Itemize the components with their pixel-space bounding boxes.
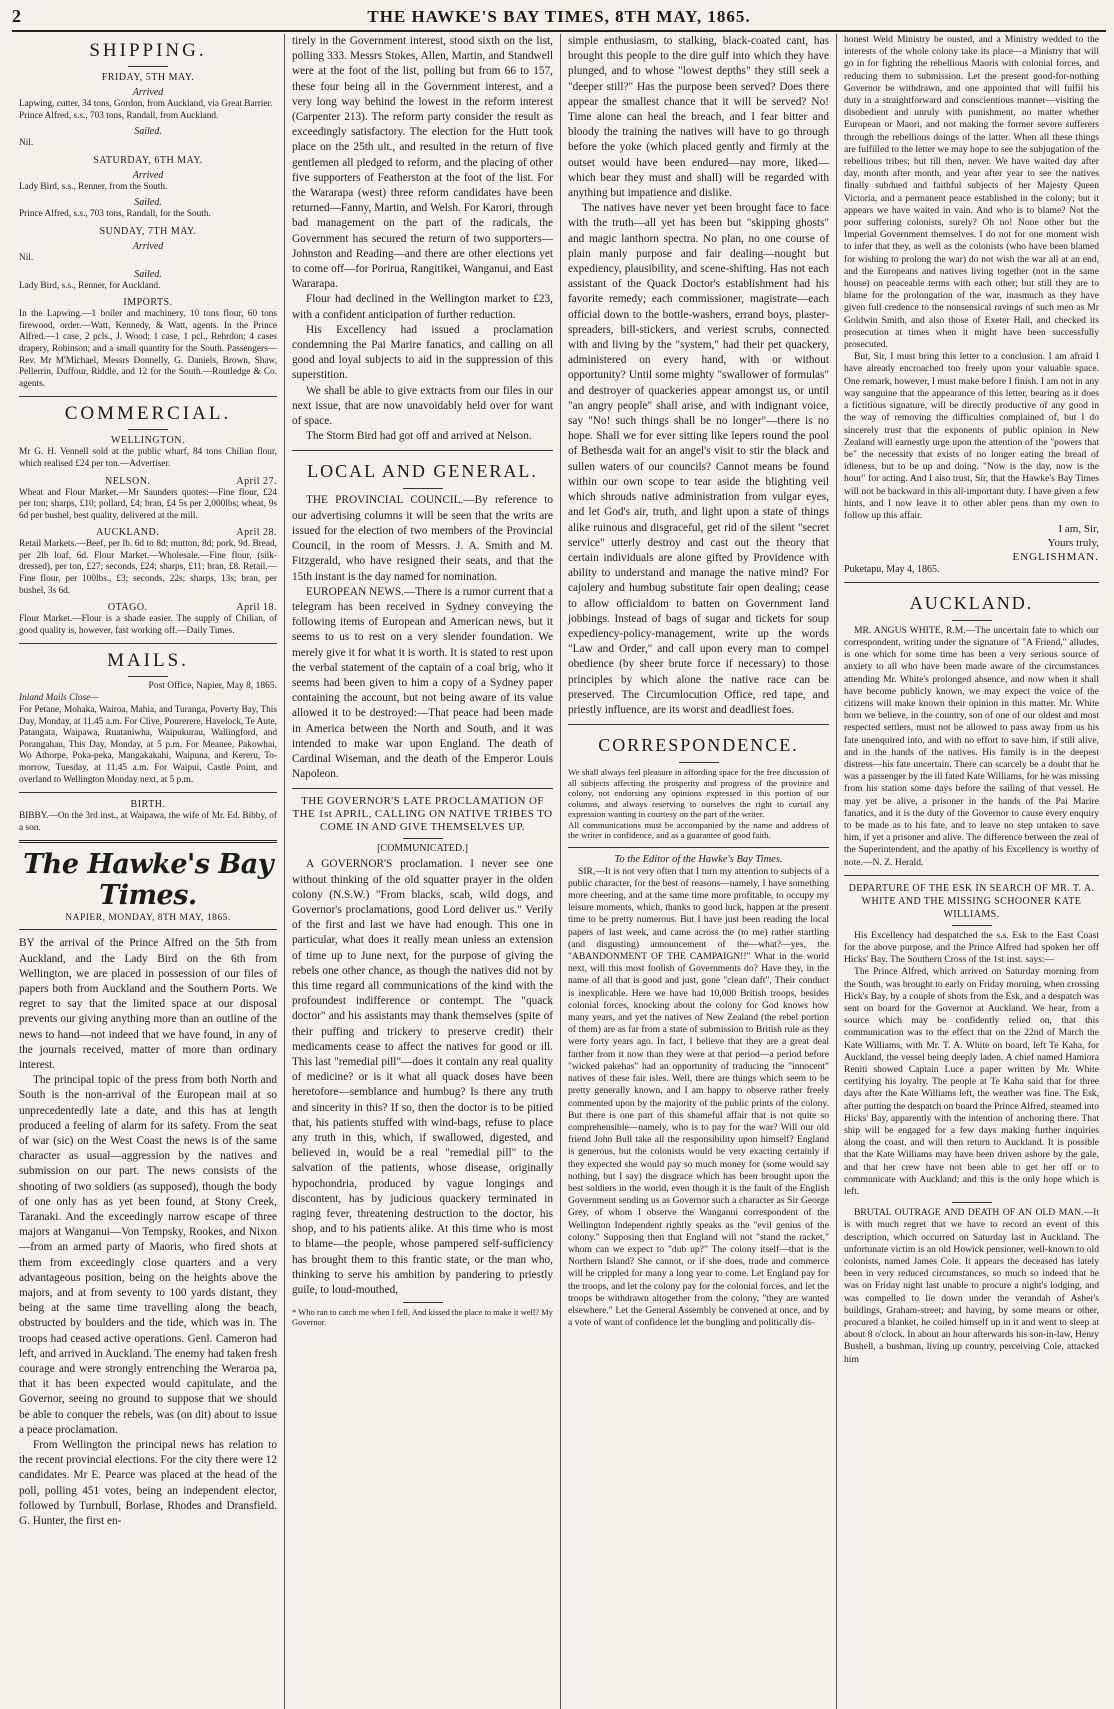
shipping-nil: Nil. bbox=[19, 138, 34, 149]
page-number: 2 bbox=[12, 6, 21, 26]
local-item: EUROPEAN NEWS.—There is a rumor current that a telegram has been received in Sydney conveying the following items of European and American news, but it seems to us to rest on a very slender foundation. We merely give it for what it is worth. It is stated to rest upon the verbal statement of the captain of a coal brig, who it seems had been given to him a copy of a Sydney paper containing the account, but not being aware of its value allowed it to be destroyed:—That peace had been made in America between the North and South, and it was intended to make war upon England. The death of Cardinal Wiseman, and the death of the Emperor Louis Napoleon. bbox=[292, 585, 553, 781]
article-continued: simple enthusiasm, to stalking, black-coated cant, has brought this people to the dire gulf into which they have plunged, and to whose "lowest depths" they still seek a "deeper still?" Has the purpose been served? Does there appear the smallest chance that it will be served? No! Time alone can heal the breach, and I fear bitter and bloody the training the natives will have to go through before the yoke (which placed gently and firmly at the outset would have been endured—nay more, liked—which bear they must and shall) will be regarded with anything but impatience and dislike. bbox=[568, 35, 829, 200]
shipping-heading: SHIPPING. bbox=[89, 40, 207, 61]
letter-closing: Yours truly, bbox=[1047, 537, 1099, 550]
letter-signature: ENGLISHMAN. bbox=[1012, 551, 1099, 564]
column-1 bbox=[12, 34, 285, 1709]
sailed-label: Sailed. bbox=[134, 197, 162, 209]
arrived-label: Arrived bbox=[132, 87, 164, 98]
shipping-nil: Nil. bbox=[19, 252, 34, 263]
shipping-sailing: Prince Alfred, s.s., 703 tons, Randall, for the South. bbox=[19, 209, 211, 220]
dateline: NAPIER, MONDAY, 8TH MAY, 1865. bbox=[65, 913, 231, 924]
leader-paragraph: His Excellency had issued a proclamation condemning the Pai Marire fanatics, and calling on all good and loyal subjects to aid in the suppression of this superstition. bbox=[292, 323, 553, 382]
leader-paragraph: The principal topic of the press from both North and South is the non-arrival of the European mail at so unprecedentedly late a date, and this has at length produced a feeling of alarm for its safety. From the seat of war (sic) on the West Coast the news is of the same character as usual—aggression by the natives and submission on our part. The news consists of the shooting of two soldiers (as supposed), though the body of one only has as yet been found, at Stony Creek, Taranaki. And the exceedingly narrow escape of three majors at Wanganui—Von Tempsky, Rookes, and Nixon—from an armed party of Maoris, who fired shots at them from exceedingly close quarters and a very advantageous position, being on the heights above the majors, and at from seventy to 100 yards distant, they being at the same time travelling along the beach, obstructed by boulders and the tide, which was in. The troops had ceased active operations. Genl. Cameron had left, and arrived in Auckland. The enemy had taken fresh courage and were strongly entrenching the Weraroa pa, that it has been expected would capitulate, and the Governor, seeing no ground to suppose that we should be able to conquer the rebels, was (on dit) about to issue a peace proclamation. bbox=[19, 1074, 277, 1436]
market-report: Wheat and Flour Market.—Mr Saunders quotes:—Fine flour, £24 per ton; sharps, £10; pollard, £4; bran, £4 5s per 2,000lbs; wheat, 9s 6d per bushel, best quality, delivered at the mill. bbox=[19, 487, 277, 521]
market-report: Retail Markets.—Beef, per lb. 6d to 8d; mutton, 8d; pork, 9d. Bread, per 2lb loaf, 6d. Flour Market.—Wholesale.—Fine flour, (silk-dressed), per ton, £27; seconds, £24; sharps, £11; bran, £8. Retail.—Fine flour, per 100lbs., £3; seconds, 22s; sharps, 13s; bran, per bushel, 3s 6d. bbox=[19, 539, 277, 596]
market-heading: OTAGO. April 18. bbox=[107, 602, 277, 614]
nameplate: The Hawke's Bay Times. bbox=[23, 849, 273, 912]
arrived-label: Arrived bbox=[132, 240, 164, 252]
esk-heading: DEPARTURE OF THE ESK IN SEARCH OF MR. T. A. WHITE AND THE MISSING SCHOONER KATE WILLIAMS. bbox=[848, 882, 1095, 920]
leader-paragraph: We shall be able to give extracts from our files in our next issue, that are now unavoidably held over for want of space. bbox=[292, 384, 553, 428]
market-report: Flour Market.—Flour is a shade easier. The supply of Chilian, of good quality is, however, fast working off.—Daily Times. bbox=[19, 614, 277, 636]
correspondence-heading: CORRESPONDENCE. bbox=[598, 735, 799, 756]
market-heading: AUCKLAND. April 28. bbox=[96, 527, 277, 539]
column-2 bbox=[285, 34, 561, 1709]
article-body: A GOVERNOR'S proclamation. I never see one without thinking of the old squatter prayer in the olden colony (N.S.W.) "From blacks, scab, wild dogs, and Governor's proclamations, good Lord deliver us." Verily of the first and last we have had enough. This one in particular, what does it really mean unless an extension of time up to June next, for the purpose of giving the rebels one other chance, as though the natives did not by this time regard all communications of the kind with the profoundest indifference or contempt. The "quack doctor" and his assistants may thank themselves (spite of their puffing and trickery to preserve credit) their medicaments cease to affect the natives for good or ill. This last "remedial pill"—does it contain any real quality of medicine? or is it what all quack doses have been heretofore—semblance and humbug? Is there any truth and sincerity in this? If so, then the doctor is to be pitied that, his patients stuffed with wind-bags, refuse to place any truth in this, which, if swallowed, digested, and believed in, would be a real "remedial pill" to the salvation of the patients, whose disease, originally hypochondria, produced by vague longings and discontent, has by judicious quackery terminated in raging fever, threatening destruction to the doctor, his shop, and to his patients alike. At this time who is most to blame—the people, whose pampered self-sufficiency has brought them to this frantic state, or the man who, thinking to serve his ambition by pandering to priestly guile, to loud-mouthed, bbox=[292, 858, 553, 1297]
shipping-arrival: Lady Bird, s.s., Renner, from the South. bbox=[19, 181, 168, 192]
shipping-arrival: Prince Alfred, s.s., 703 tons, Randall, from Auckland. bbox=[19, 110, 219, 121]
leader-paragraph: Flour had declined in the Wellington market to £23, with a confident anticipation of further reduction. bbox=[292, 293, 553, 321]
columns bbox=[12, 34, 1106, 1709]
shipping-saturday: SATURDAY, 6TH MAY. bbox=[93, 154, 203, 166]
shipping-friday: FRIDAY, 5TH MAY. bbox=[101, 72, 195, 83]
editor-notice: We shall always feel pleasure in affording space for the free discussion of all subjects affecting the prosperity and progress of the province and colony, not endorsing any opinions expressed in this portion of our columns, and always reserving to ourselves the right to curtail any expression wanting in courtesy on the part of the writer. bbox=[568, 767, 829, 820]
footnote: * Who ran to catch me when I fell, And kissed the place to make it well? My Governor. bbox=[292, 1307, 553, 1328]
commercial-heading: COMMERCIAL. bbox=[64, 403, 232, 425]
shipping-sailing: Lady Bird, s.s., Renner, for Auckland. bbox=[19, 280, 161, 291]
leader-continued: tirely in the Government interest, stood sixth on the list, polling 333. Messrs Stokes, Allen, Martin, and Standwell were at the foot of the list, polling but from 66 to 157, these four being all in the Government interest, and a very long way behind the lowest in the reform interest (Carpenter 213). The reform party consider the result as exceedingly satisfactory. The election for the Hutt took place on the 25th ult., and resulted in the return of five gentlemen all pledged to reform, and the placing of other five supporters of Featherston at the foot of the list. For the Wararapa (west) three reform candidates have been returned—Fanny, Martin, and Welsh. For Karori, through bad management on the part of the radicals, the Government has secured the return of two supporters—Johnston and Reading—and there are other elections yet to come off—for Porirua, Rangitikei, Wanganui, and East Wararapa. bbox=[292, 35, 553, 291]
article-body: The natives have never yet been brought face to face with the truth—all yet has been but "skipping ghosts" and magic lanthorn spectra. No plan, no one course of plain manly purpose and fair dealing—nought but expediency, plausibility, and scene-shifting. Has not each assistant of the Quack Doctor's establishment had his favorite remedy; each commissioner, magistrate—each official down to the bottle-washers, errand boys, plaster-spreaders, bill-stickers, and veriest scrubs, connected with and living by the "system," had their pet quackery, administered on every hand, with or without opportunity? Until some mighty "swallower of formulas" and destroyer of quackeries appear amongst us, or until "an angry people" shall arise, and with indignant voice, say "No! such things shall be no longer"—there is no hope. Shall we for ever sitting like lepers round the pool of Bethesda wait for an angel's visit to stir the black and sullen waters of our councils? Cannot means be found within our own scope to tear aside the blighting veil which shrouds native administration from vulgar eyes, and let God's air, truth, and light upon a state of things alike ruinous and disgraceful, get rid of the silent "secret service" utterly destroy and cast out the theory that certain individuals are alone gifted by Providence with ability to understand and manage the native mind? For cajolery and humbug substitute fair open dealing; cease to allow officialdom to batten on Government land jobbings. Instead of bags of sugar and tickets for soup expediency-policy-management, write up the words "Law and Order," and call upon every man to compel obedience (by sheer brute force if necessary) to those principles by which alone the native race can be preserved. The Circumlocution Office, red tape, and priestly influence, are its worst and deadliest foes. bbox=[568, 202, 829, 716]
post-office-line: Post Office, Napier, May 8, 1865. bbox=[148, 681, 277, 692]
leader-paragraph: BY the arrival of the Prince Alfred on the 5th from Auckland, and the Lady Bird on the 6th from Wellington, we are placed in possession of our files of papers both from Auckland and the Southern Ports. We regret to say that the limited space at our disposal prevents our giving anything more than an outline of the news to hand—not indeed that we have found, in any of the journals received, matter of more than ordinary interest. bbox=[19, 937, 277, 1071]
market-report: Mr G. H. Vennell sold at the public wharf, 84 tons Chilian flour, which realised £24 per ton.—Advertiser. bbox=[19, 447, 277, 469]
auckland-heading: AUCKLAND. bbox=[909, 592, 1034, 613]
running-head: THE HAWKE'S BAY TIMES, 8TH MAY, 1865. bbox=[367, 7, 751, 26]
mails-heading: MAILS. bbox=[107, 650, 189, 672]
column-4 bbox=[837, 34, 1106, 1709]
letter-body: SIR,—It is not very often that I turn my attention to subjects of a public character, for the best of reasons—namely, I have something more cheering, and at the same time more profitable, to occupy my leisure moments, which, thanks to good luck, happen at the present time to be pretty numerous. But I have just been reading the local papers of last week, and came across the (to me) rather startling (and disgusting) announcement of the—what?—yes, the "ABANDONMENT OF THE CAMPAIGN!!" What in the world next, will this most foolish of Governments do? Have they, in the name of all that is good and just, gone "clean daft", Their conduct is inexplicable. Here we have had 10,000 British troops, besides colonial forces, knocking about the colony for God knows how many years, and yet the natives of New Zealand (the rebel portion of them) are as far from a state of submission to British rule as they were forty years ago. In fact, I believe that they are a great deal farther from it now than they were at that period—a period before "wicked pakehas" had an opportunity of traducing the "innocent" natives of these fair isles. Well, there are things which seem to be pretty generally known, and I am happy to observe rather freely commented upon by the majority of the public prints of the colony. But there is one part of this shameful affair that is not quite so comprehensible—namely, who is to pay for the war? Will our old friend John Bull take all the responsibility upon himself? England is generous, but the colonists would be very exacting certainly if they expected she would pay so much money for (some would say nothing, but I say) the disgrace which has been brought upon the best soldiers in the world, even though it is the fault of the English Government sending us as Governor such a character as Sir George Grey, of whom I observe the Wanganui correspondent of the Wellington Independent rightly speaks as the "evil genius of the colony." Supposing then that England will not "stand the racket," whom can we expect to "dub up?" The colony itself—that is the Northern Island? She cannot, or if she does, trade and commerce will be crippled for many a long year to come. Let England pay for the troops, and let the colony pay for the colonial forces, and let the troops be withdrawn altogether from the colony, "they are wanted elsewhere." Let the General Assembly be convened at once, and by a vote of want of confidence let the bungling and politically dis- bbox=[568, 865, 829, 1329]
letter-body: But, Sir, I must bring this letter to a conclusion. I am afraid I have already encroached too freely upon your valuable space. One remark, however, I must make before I finish. I am not in any way sanguine that the appearance of this letter, bearing as it does a fictitious signature, will be directly productive of any good in the way of removing the difficulties complained of, but I do sincerely trust that the exponents of public opinion in New Zealand will earnestly urge upon the attention of the "powers that be" the necessity that exists of no longer eating the bread of idleness, but to be up and doing. "Now is the day, now is the hour" for acting. And I also trust, Sir, that the Hawke's Bay Times will not be backward in this all-important duty. I have given a few hints, and I now leave it to other abler pens than my own to follow up this affair. bbox=[844, 351, 1099, 521]
birth-heading: BIRTH. bbox=[130, 799, 166, 811]
esk-item: His Excellency had despatched the s.s. Esk to the East Coast for the above purpose, and the Prince Alfred had spoken her off Hicks' Bay. The Southern Cross of the 1st inst. says:— bbox=[844, 929, 1099, 966]
shipping-sunday: SUNDAY, 7TH MAY. bbox=[99, 225, 197, 237]
shipping-arrival: Lapwing, cutter, 34 tons, Gordon, from Auckland, via Great Barrier. bbox=[19, 99, 273, 109]
mails-text: For Petane, Mohaka, Wairoa, Mahia, and Turanga, Poverty Bay, This Day, Monday, at 11.45 a.m. For Clive, Pourerere, Havelock, Te Aute, Patangata, Waipawa, Ruataniwha, Waipukurau, Wallingford, and Porangahau, This Day, Monday, at 5 p.m. For Meanee, Pakowhai, Wo Athorpe, Poka-peka, Mangakakahi, Waipuna, and Kereru, To-morrow, Tuesday, at 11.45 a.m. For Waipui, Castle Point, and overland to Wellington Monday next, at 5 p.m. bbox=[19, 705, 277, 785]
birth-notice: BIBBY.—On the 3rd inst., at Waipawa, the wife of Mr. Ed. Bibby, of a son. bbox=[19, 811, 277, 833]
auckland-item: MR. ANGUS WHITE, R.M.—The uncertain fate to which our correspondent, writing under the signature of "A Friend," alludes, is one which for some time has been a very serious source of anxiety to all who have been made aware of the circumstances attending Mr. White's prolonged absence, and now when it shall have become publicly known, we may expect the voice of the citizens will make known their opinion in this matter. Mr. White born we believe, in the country, son of one of our oldest and most respected settlers, must not be allowed to pass away from us his fate unenquired into, and with no effort to save him, if still alive, and in the hands of the natives. His family is in the deepest distress—his fate uncertain. There can scarcely be a doubt that he was a passenger by the ill fated Kate Williams, for he was missing from his station some days before the sailing of that vessel. He may yet be alive, a prisoner in the hands of the Pai Marire fanatics, and it is the duty of the Governor to cause every enquiry to be made as to his fate, and to leave no step untaken to save him, if yet a prisoner and alive. The difference between the zeal of the Superintendent, and the apathy of his Excellency is worthy of note.—N. Z. Herald. bbox=[844, 624, 1099, 868]
leader-paragraph: The Storm Bird had got off and arrived at Nelson. bbox=[306, 430, 532, 443]
leader-paragraph: From Wellington the principal news has relation to the recent provincial elections. For the city there were 12 candidates. Mr E. Pearce was placed at the head of the poll, polling 451 votes, being an independent elector, followed by Turnbull, Borlase, Rhodes and Dransfield. G. Hunter, the first en- bbox=[19, 1439, 277, 1528]
local-item: THE PROVINCIAL COUNCIL.—By reference to our advertising columns it will be seen that the writs are issued for the election of two members of the Provincial Council, in the room of Messrs. J. A. Smith and M. Fitzgerald, who have resigned their seats, and that the 15th instant is the day named for nomination. bbox=[292, 494, 553, 583]
local-general-heading: LOCAL AND GENERAL. bbox=[307, 461, 538, 482]
editor-notice: All communications must be accompanied by the name and address of the writer in confidence, and as a guarantee of good faith. bbox=[568, 819, 829, 841]
inland-mails-label: Inland Mails Close— bbox=[19, 693, 99, 704]
arrived-label: Arrived bbox=[132, 169, 164, 181]
column-3 bbox=[561, 34, 837, 1709]
imports-text: In the Lapwing.—1 boiler and machinery, 10 tons flour, 60 tons firewood, order.—Watt, Kennedy, & Watt, agents. In the Prince Alfred.—1 case, 2 pcls., J. Wood; 1 case, 1 pcl., Rehrdon; 4 cases drapery, Robinson; and a small quantity for the South. Passengers—Rev. Mr M'Michael, Messrs Donnelly, G. Daniels, Brown, Shaw, Pellerrin, Duffour, Riddle, and 12 for the South.—Routledge & Co. agents. bbox=[19, 309, 277, 389]
sailed-label: Sailed. bbox=[134, 126, 162, 138]
masthead bbox=[12, 6, 1106, 32]
communicated-label: [COMMUNICATED.] bbox=[377, 843, 468, 855]
brutal-outrage-item: BRUTAL OUTRAGE AND DEATH OF AN OLD MAN.—It is with much regret that we have to record an event of this description, which occurred on Saturday last in Auckland. The unfortunate victim is an old Howick pensioner, well-known to old colonists, named James Cole. It appears the deceased has lately been in very reduced circumstances, so much so indeed that he was on Friday night last unable to procure a night's lodging, and was compelled to lie down under the verandah of Asher's buildings, Graham-street; and having, by some means or other, procured a blanket, he coiled himself up in it and went to sleep at about 8 o'clock. In about an hour afterwards his son-in-law, Henry Bushell, a bushman, living up country, perceiving Cole, attacked him bbox=[844, 1207, 1099, 1365]
letter-continued: honest Weld Ministry be ousted, and a Ministry wedded to the interests of the whole colony take its place—a Ministry that will go in for fighting the rebellious Maoris with colonial forces, and reducing them to submission. Let the present good-for-nothing Governor be withdrawn, and one appointed that will fulfil his duty in a straightforward and conscientious manner—visiting the disobedient and unruly with punishment, no matter whether European or Maori, and not making the former severe sufferers through the rebellious doings of the latter. When all these things are fulfilled to the letter we may hope to see the subjugation of the rebellious tribes; but till then, never. We have waited day after day, month after month, and year after year to see the natives finally subdued and faithful subjects of her Majesty Queen Victoria, and a permanent peace established in the colony; but it appears we have waited in vain. And who is to blame? Not the poor suffering colonists, surely? Oh no! None other but the Imperial Government themselves. I do not for one moment wish to infer that they, as well as the colonists (who have been blamed for wishing to prolong the war) do not wish the war all at an end, and the Europeans and natives living together (not in the same house) on peaceable terms with each other; but still they are to blame for the prolongation of the war, inasmuch as they have given full credence to the nonsensical ravings of such men as Mr Goldwin Smith, and also those of Exeter Hall, and checked its prosecution at times when it might have been successfully prosecuted. bbox=[844, 34, 1099, 351]
letter-place: Puketapu, May 4, 1865. bbox=[844, 564, 940, 576]
esk-item: The Prince Alfred, which arrived on Saturday morning from the South, was brought to early on Friday morning, when crossing Hick's Bay, by a couple of shots from the Esk, and a despatch was sent on board for the Governor at Auckland. We hear, from a source which may be confidently relied on, that this communication was to the effect that on the 22nd of March the Kate Williams, with Mr. T. A. White on board, left Te Kaha, for Auckland, the vessel being deeply laden. A chief named Hamiora Reniti showed Captain Luce a paper written by Mr. White certifying his loyalty. The people at Te Kaha said that for three days after the Kate Williams left, the weather was fine. The Esk, after putting the despatch on board the Prince Alfred, steamed into Hicks' Bay, apparently with the intention of anchoring there. That ship will be engaged for a few days making further inquiries along the coast, and will then return to Auckland. It is possible that the Kate Williams may have been driven ashore by the gale, and that her crew have not been able to get her off or to communicate with Auckland; and this is the only hope which is left. bbox=[844, 966, 1099, 1198]
market-heading: NELSON. April 27. bbox=[104, 475, 277, 487]
market-heading: WELLINGTON. bbox=[111, 435, 185, 447]
letter-salutation-head: To the Editor of the Hawke's Bay Times. bbox=[614, 853, 783, 865]
imports-heading: IMPORTS. bbox=[123, 297, 173, 309]
letter-closing: I am, Sir, bbox=[1058, 523, 1099, 536]
proclamation-heading: THE GOVERNOR'S LATE PROCLAMATION OF THE 1st APRIL, CALLING ON NATIVE TRIBES TO COME IN AND GIVE THEMSELVES UP. bbox=[292, 795, 553, 834]
sailed-label: Sailed. bbox=[134, 268, 162, 280]
